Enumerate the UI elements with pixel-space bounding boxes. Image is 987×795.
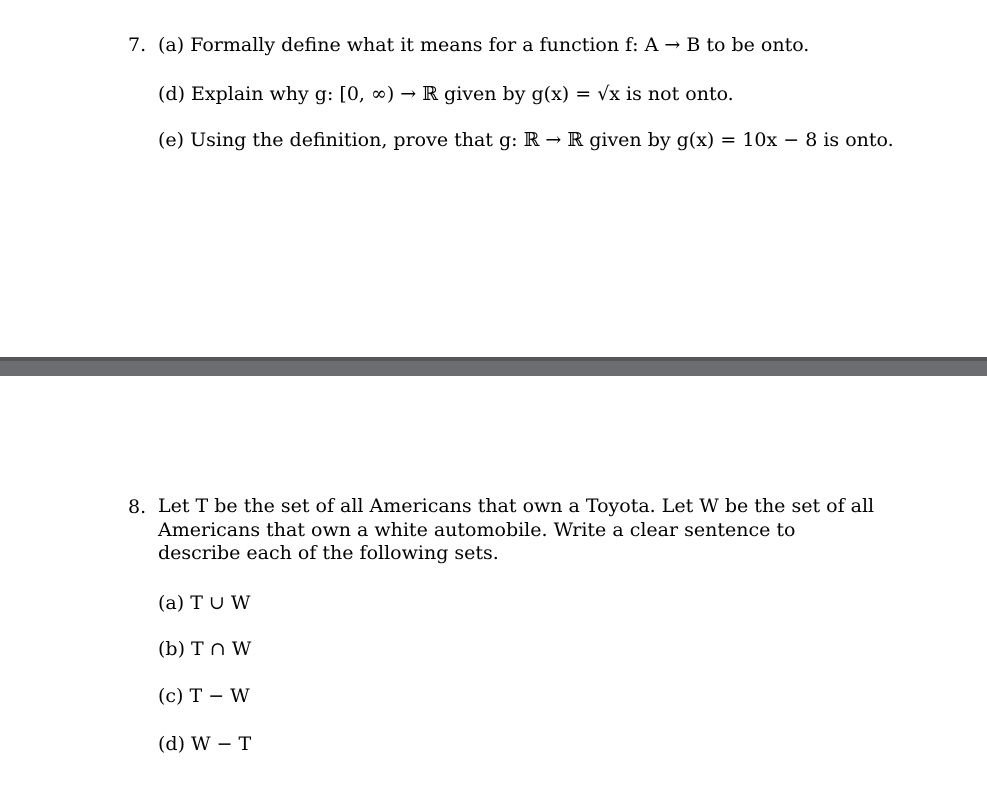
question-7-part-a: (a) Formally define what it means for a function f: A → B to be onto. bbox=[158, 34, 810, 56]
question-7-part-d: (d) Explain why g: [0, ∞) → ℝ given by g(x) = √x is not onto. bbox=[158, 83, 734, 105]
question-8-number: 8. bbox=[128, 496, 147, 518]
question-8-part-a: (a) T ∪ W bbox=[158, 592, 251, 614]
question-7-number: 7. bbox=[128, 34, 147, 56]
question-8-part-b: (b) T ∩ W bbox=[158, 638, 252, 660]
page-top bbox=[0, 0, 987, 357]
page-separator bbox=[0, 357, 987, 376]
question-8-part-c: (c) T − W bbox=[158, 685, 250, 707]
question-8-part-d: (d) W − T bbox=[158, 733, 252, 755]
question-8-prompt: Let T be the set of all Americans that own a Toyota. Let W be the set of all Americans that own a white automobile. Write a clear sentence to describe each of the following sets. bbox=[158, 495, 875, 564]
question-7-part-e: (e) Using the definition, prove that g: ℝ → ℝ given by g(x) = 10x − 8 is onto. bbox=[158, 129, 894, 151]
page-bottom bbox=[0, 376, 987, 795]
